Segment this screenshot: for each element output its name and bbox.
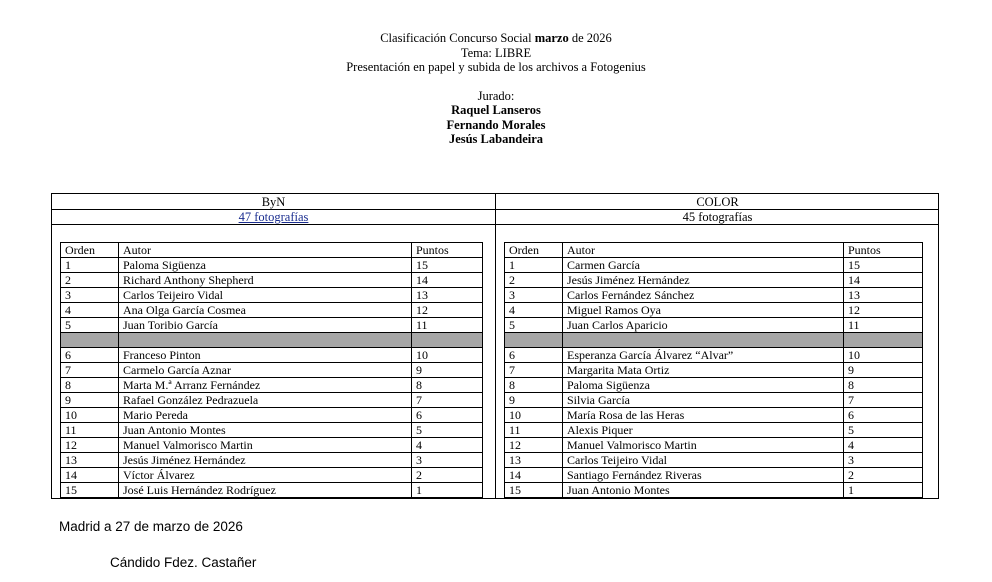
orden-cell: 6 [61,348,119,363]
table-row [61,258,483,273]
separator-cell [412,333,483,348]
table-row [505,453,923,468]
autor-cell: Juan Antonio Montes [119,423,412,438]
orden-cell: 2 [61,273,119,288]
color-ranking-table [504,242,923,498]
puntos-cell: 3 [844,453,923,468]
autor-cell: Miguel Ramos Oya [563,303,844,318]
orden-cell: 11 [61,423,119,438]
orden-cell: 13 [61,453,119,468]
table-row [61,363,483,378]
orden-cell: 15 [61,483,119,498]
table-row [505,438,923,453]
orden-cell: 8 [505,378,563,393]
table-row [61,378,483,393]
puntos-cell: 4 [844,438,923,453]
puntos-cell: 10 [412,348,483,363]
puntos-cell: 9 [412,363,483,378]
puntos-cell: 11 [412,318,483,333]
table-row [61,483,483,498]
signature: Cándido Fdez. Castañer [110,555,257,570]
table-row [61,318,483,333]
autor-cell: Manuel Valmorisco Martin [119,438,412,453]
puntos-cell: 2 [844,468,923,483]
puntos-cell: 5 [412,423,483,438]
autor-cell: Ana Olga García Cosmea [119,303,412,318]
puntos-cell: 1 [844,483,923,498]
autor-cell: Juan Antonio Montes [563,483,844,498]
orden-cell: 10 [61,408,119,423]
puntos-cell: 11 [844,318,923,333]
table-row [505,303,923,318]
orden-cell: 10 [505,408,563,423]
jury-member: Fernando Morales [446,117,546,132]
table-row [505,258,923,273]
puntos-cell: 7 [844,393,923,408]
table-row [505,423,923,438]
header-puntos: Puntos [412,243,483,258]
autor-cell: Esperanza García Álvarez “Alvar” [563,348,844,363]
puntos-cell: 14 [844,273,923,288]
orden-cell: 15 [505,483,563,498]
autor-cell: Richard Anthony Shepherd [119,273,412,288]
separator-cell [563,333,844,348]
autor-cell: Víctor Álvarez [119,468,412,483]
table-row [505,468,923,483]
orden-cell: 4 [61,303,119,318]
orden-cell: 12 [61,438,119,453]
autor-cell: Santiago Fernández Riveras [563,468,844,483]
table-row [61,303,483,318]
color-count: 45 fotografías [682,210,753,224]
separator-cell [119,333,412,348]
header-autor: Autor [563,243,844,258]
autor-cell: José Luis Hernández Rodríguez [119,483,412,498]
jury-member: Raquel Lanseros [451,103,541,117]
table-row [505,363,923,378]
orden-cell: 5 [505,318,563,333]
puntos-cell: 3 [412,453,483,468]
puntos-cell: 13 [844,288,923,303]
autor-cell: Manuel Valmorisco Martin [563,438,844,453]
autor-cell: Juan Carlos Aparicio [563,318,844,333]
orden-cell: 8 [61,378,119,393]
orden-cell: 9 [61,393,119,408]
table-row [61,393,483,408]
autor-cell: Carlos Fernández Sánchez [563,288,844,303]
puntos-cell: 6 [844,408,923,423]
table-row [61,408,483,423]
table-row [505,378,923,393]
orden-cell: 11 [505,423,563,438]
separator-cell [844,333,923,348]
tema-line: Tema: LIBRE [460,45,532,60]
autor-cell: María Rosa de las Heras [563,408,844,423]
orden-cell: 7 [505,363,563,378]
puntos-cell: 1 [412,483,483,498]
orden-cell: 3 [505,288,563,303]
orden-cell: 13 [505,453,563,468]
byn-title: ByN [261,195,286,209]
orden-cell: 2 [505,273,563,288]
table-row [505,288,923,303]
table-row [61,423,483,438]
puntos-cell: 15 [412,258,483,273]
puntos-cell: 12 [844,303,923,318]
header-orden: Orden [505,243,563,258]
title-pre: Clasificación Concurso Social [380,31,535,45]
byn-count[interactable] [52,210,495,224]
autor-cell: Jesús Jiménez Hernández [563,273,844,288]
separator-row [505,333,923,348]
autor-cell: Marta M.ª Arranz Fernández [119,378,412,393]
autor-cell: Franceso Pinton [119,348,412,363]
table-row [61,288,483,303]
puntos-cell: 13 [412,288,483,303]
table-row [61,273,483,288]
presentacion-line: Presentación en papel y subida de los archivos a Fotogenius [346,60,646,74]
orden-cell: 14 [61,468,119,483]
autor-cell: Silvia García [563,393,844,408]
table-row [505,408,923,423]
orden-cell: 12 [505,438,563,453]
puntos-cell: 12 [412,303,483,318]
header-puntos: Puntos [844,243,923,258]
table-row [505,318,923,333]
table-row [61,438,483,453]
separator-cell [505,333,563,348]
puntos-cell: 4 [412,438,483,453]
puntos-cell: 8 [412,378,483,393]
table-header-row [505,243,923,258]
autor-cell: Carmelo García Aznar [119,363,412,378]
puntos-cell: 15 [844,258,923,273]
orden-cell: 14 [505,468,563,483]
puntos-cell: 14 [412,273,483,288]
puntos-cell: 8 [844,378,923,393]
title-month: marzo [534,31,569,45]
byn-count-link[interactable]: 47 fotografías [238,210,309,224]
autor-cell: Paloma Sigüenza [563,378,844,393]
autor-cell: Rafael González Pedrazuela [119,393,412,408]
table-row [505,273,923,288]
table-row [61,348,483,363]
jury-member: Jesús Labandeira [448,132,544,146]
byn-ranking-table [60,242,483,498]
puntos-cell: 9 [844,363,923,378]
puntos-cell: 7 [412,393,483,408]
table-row [61,468,483,483]
results-table [51,193,939,499]
autor-cell: Carlos Teijeiro Vidal [563,453,844,468]
table-row [61,453,483,468]
title-post: de 2026 [568,31,612,45]
autor-cell: Margarita Mata Ortiz [563,363,844,378]
puntos-cell: 10 [844,348,923,363]
puntos-cell: 5 [844,423,923,438]
orden-cell: 9 [505,393,563,408]
table-row [505,393,923,408]
orden-cell: 4 [505,303,563,318]
puntos-cell: 6 [412,408,483,423]
document-header [0,31,992,147]
color-title: COLOR [696,195,739,209]
place-date: Madrid a 27 de marzo de 2026 [59,519,243,534]
jurado-label: Jurado: [477,88,515,103]
header-autor: Autor [119,243,412,258]
autor-cell: Carmen García [563,258,844,273]
separator-row [61,333,483,348]
title-line [0,31,992,46]
autor-cell: Paloma Sigüenza [119,258,412,273]
autor-cell: Mario Pereda [119,408,412,423]
autor-cell: Juan Toribio García [119,318,412,333]
orden-cell: 1 [61,258,119,273]
table-row [505,348,923,363]
autor-cell: Carlos Teijeiro Vidal [119,288,412,303]
separator-cell [61,333,119,348]
orden-cell: 5 [61,318,119,333]
orden-cell: 7 [61,363,119,378]
table-header-row [61,243,483,258]
autor-cell: Jesús Jiménez Hernández [119,453,412,468]
orden-cell: 6 [505,348,563,363]
header-orden: Orden [61,243,119,258]
orden-cell: 1 [505,258,563,273]
puntos-cell: 2 [412,468,483,483]
autor-cell: Alexis Piquer [563,423,844,438]
orden-cell: 3 [61,288,119,303]
table-row [505,483,923,498]
